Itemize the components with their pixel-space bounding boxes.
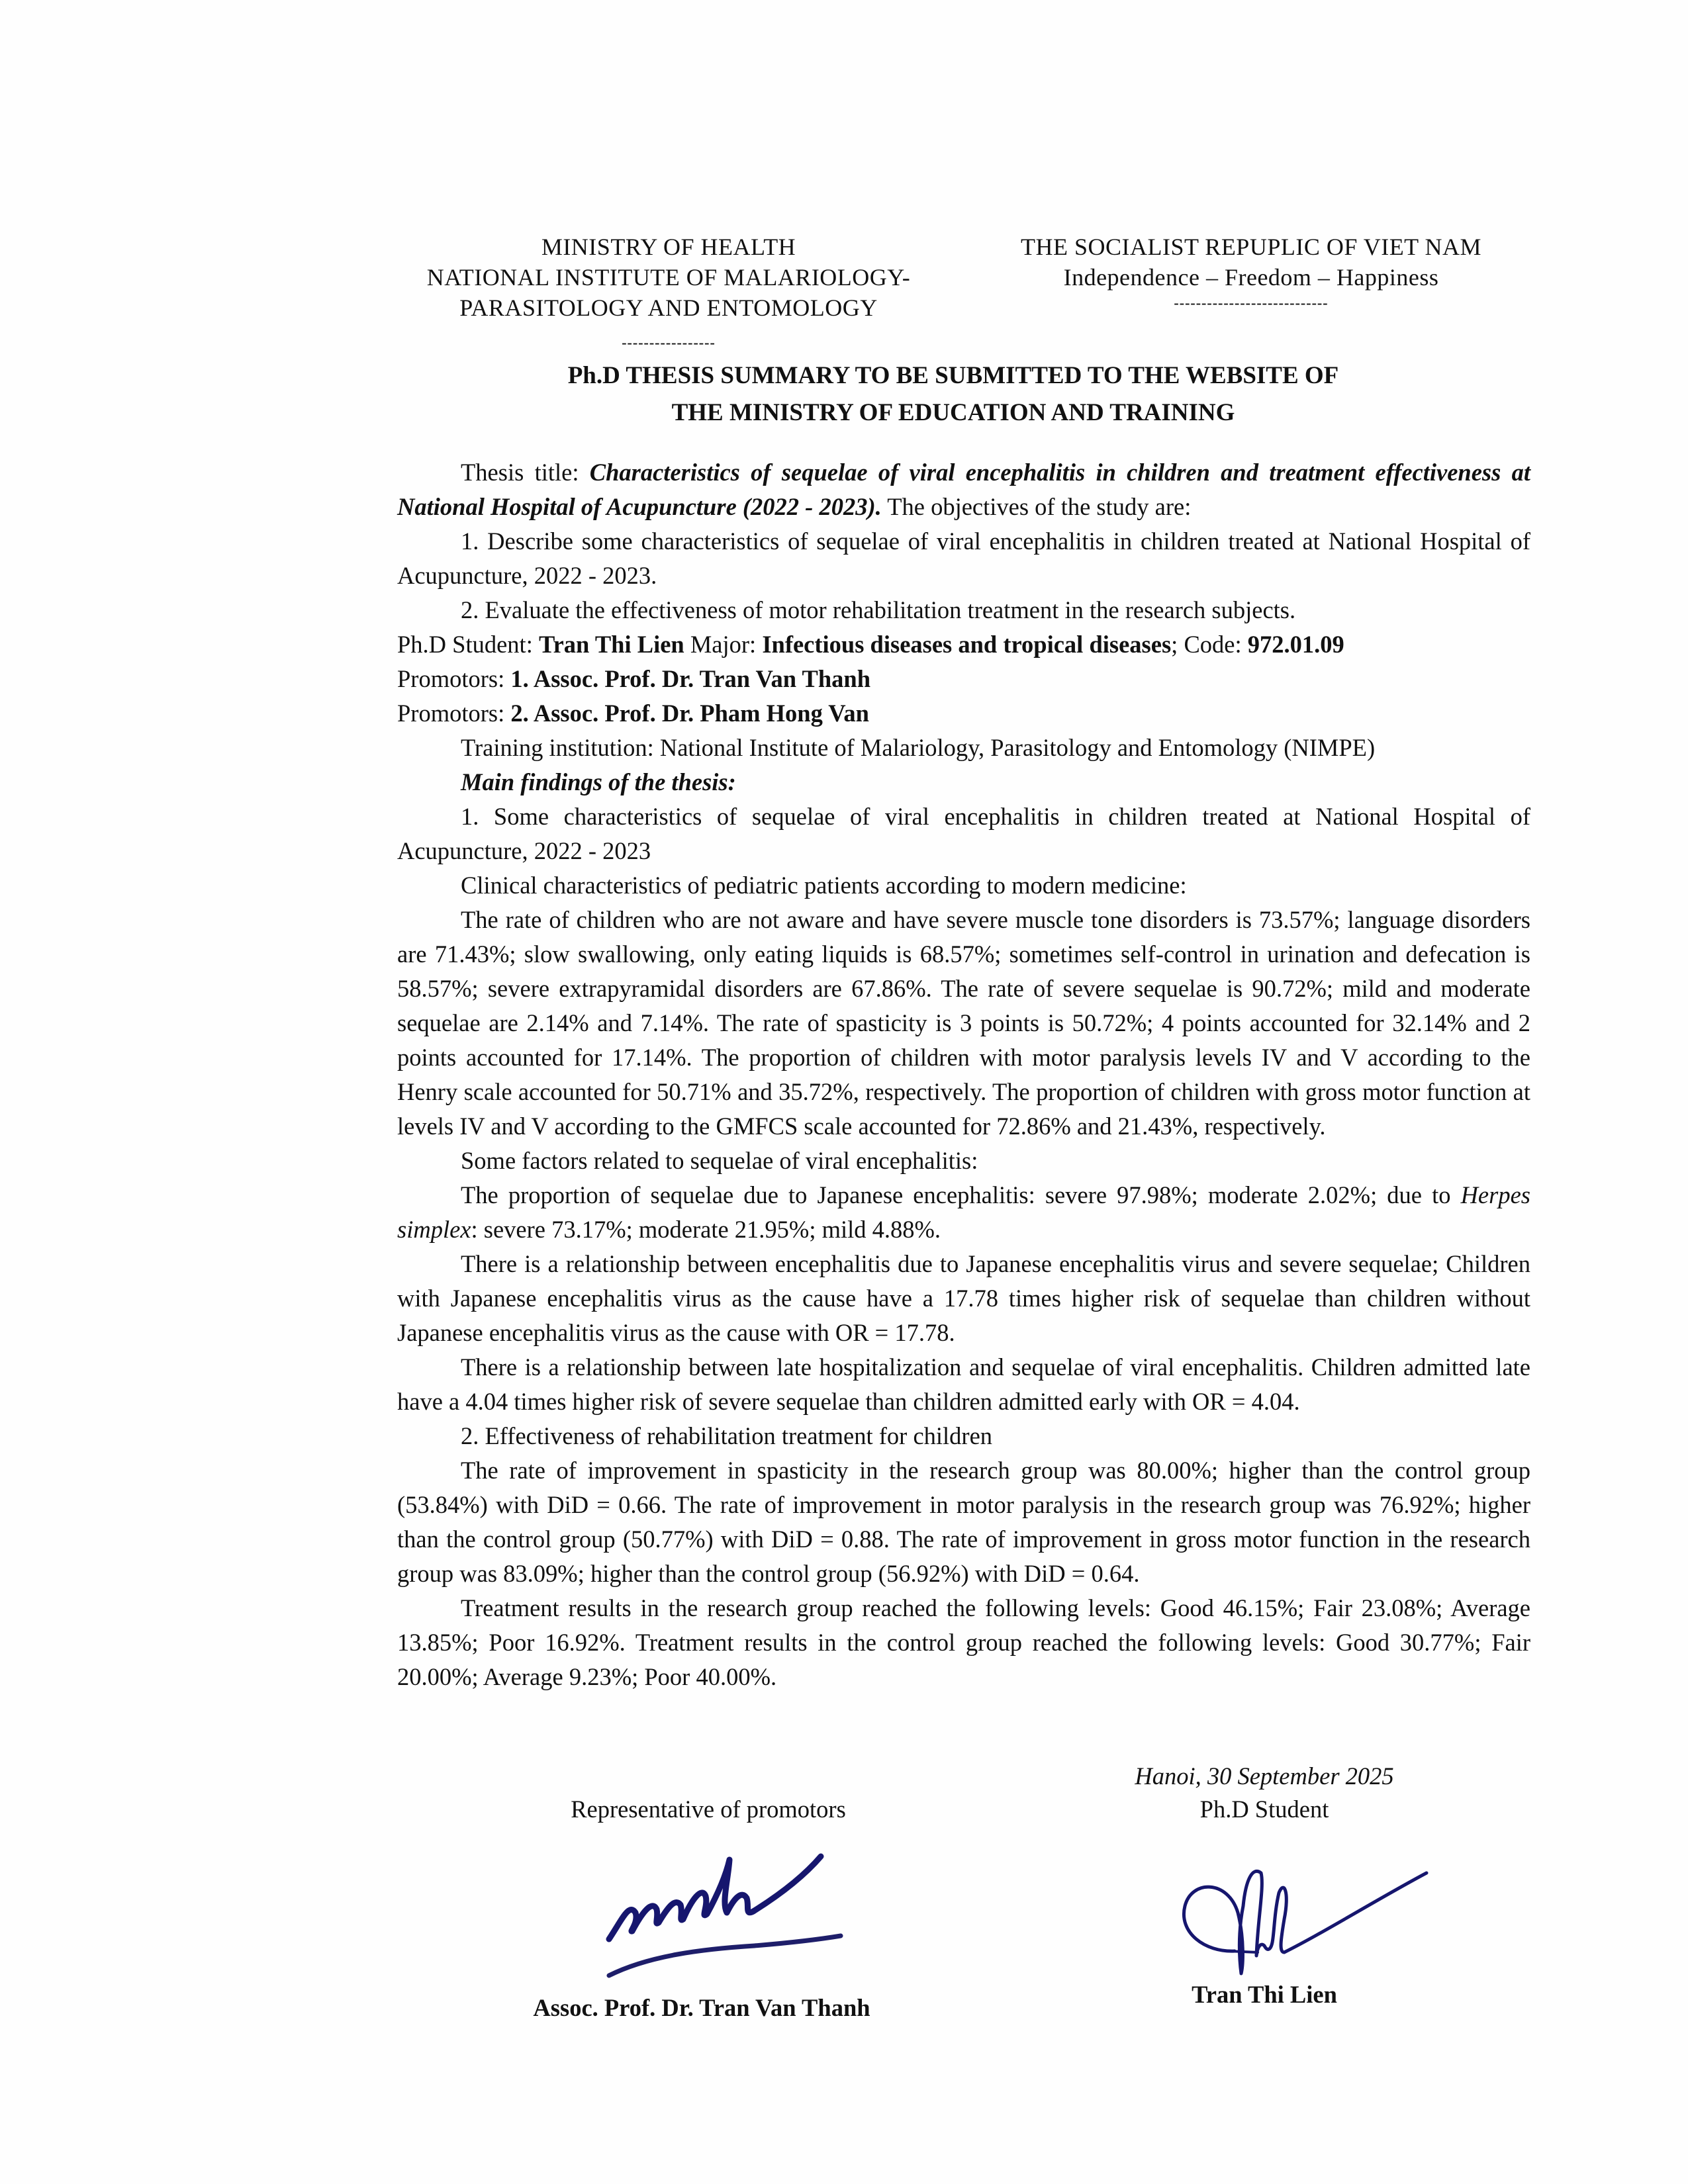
header-divider-left: ----------------- (622, 334, 716, 351)
document-body (397, 455, 1530, 1694)
issuer-header (371, 232, 966, 351)
thesis-title: Characteristics of sequelae of viral encephalitis in children and treatment effectiveness at National Hospital of Acupuncture (2022 - 2023). (397, 459, 1531, 520)
institute-name-line2: PARASITOLOGY AND ENTOMOLOGY (459, 295, 878, 321)
promotor-role: Representative of promotors (571, 1796, 846, 1823)
promotor-signature-icon (583, 1840, 900, 1992)
objective-1: 1. Describe some characteristics of sequelae of viral encephalitis in children treated at National Hospital of Acupuncture, 2022 - 2023. (397, 527, 1530, 589)
factors-paragraph-2: There is a relationship between encephalitis due to Japanese encephalitis virus and severe sequelae; Children with Japanese encephalitis virus as the cause have a 17.78 times higher risk of sequelae than children without Japanese encephalitis virus as the cause with OR = 17.78. (397, 1250, 1530, 1346)
training-institution: Training institution: National Institute of Malariology, Parasitology and Entomology (NIMPE) (461, 734, 1376, 761)
clinical-heading: Clinical characteristics of pediatric patients according to modern medicine: (461, 872, 1187, 899)
promotor-2: Promotors: 2. Assoc. Prof. Dr. Pham Hong Van (397, 700, 869, 727)
student-name: Tran Thi Lien (538, 631, 684, 658)
section-2-heading: 2. Effectiveness of rehabilitation treatment for children (461, 1422, 993, 1449)
ministry-name: MINISTRY OF HEALTH (541, 234, 796, 260)
herpes-simplex: Herpes simplex (397, 1181, 1530, 1243)
major-code: 972.01.09 (1247, 631, 1344, 658)
section-2-paragraph-2: Treatment results in the research group reached the following levels: Good 46.15%; Fair 23.08%; Average 13.85%; Poor 16.92%. Treatment results in the control group reached the following levels: Good 30.77%; Fair 20.00%; Average 9.23%; Poor 40.00%. (397, 1594, 1530, 1690)
promotor-1: Promotors: 1. Assoc. Prof. Dr. Tran Van Thanh (397, 665, 870, 692)
document-title (371, 357, 1536, 432)
factors-paragraph-3: There is a relationship between late hospitalization and sequelae of viral encephalitis. Children admitted late have a 4.04 times higher risk of severe sequelae than children admitted early with OR = 4.04. (397, 1353, 1530, 1415)
thesis-title-label: Thesis title: (461, 459, 590, 486)
institute-name-line1: NATIONAL INSTITUTE OF MALARIOLOGY- (426, 264, 911, 291)
national-header (953, 232, 1549, 311)
title-line2: THE MINISTRY OF EDUCATION AND TRAINING (671, 399, 1235, 426)
section-2-paragraph-1: The rate of improvement in spasticity in the research group was 80.00%; higher than the control group (53.84%) with DiD = 0.66. The rate of improvement in motor paralysis in the research group was 76.92%; higher than the control group (50.77%) with DiD = 0.88. The rate of improvement in gross motor function in the research group was 83.09%; higher than the control group (56.92%) with DiD = 0.64. (397, 1457, 1530, 1587)
clinical-paragraph: The rate of children who are not aware and have severe muscle tone disorders is 73.57%; language disorders are 71.43%; slow swallowing, only eating liquids is 68.57%; sometimes self-control in urination and defecation is 58.57%; severe extrapyramidal disorders are 67.86%. The rate of severe sequelae is 90.72%; mild and moderate sequelae are 2.14% and 7.14%. The rate of spasticity is 3 points is 50.72%; 4 points accounted for 32.14% and 2 points accounted for 17.14%. The proportion of children with motor paralysis levels IV and V according to the Henry scale accounted for 50.71% and 35.72%, respectively. The proportion of children with gross motor function at levels IV and V according to the GMFCS scale accounted for 72.86% and 21.43%, respectively. (397, 906, 1530, 1140)
student-name-signature: Tran Thi Lien (1192, 1981, 1337, 2008)
main-findings-heading: Main findings of the thesis: (461, 768, 736, 796)
student-signature-icon (1165, 1853, 1443, 1985)
signature-block (0, 1760, 1688, 2038)
national-motto: Independence – Freedom – Happiness (1063, 264, 1439, 291)
country-name: THE SOCIALIST REPUPLIC OF VIET NAM (1020, 234, 1482, 260)
place-date: Hanoi, 30 September 2025 (1135, 1762, 1394, 1790)
thesis-title-paragraph (397, 455, 1530, 524)
student-info: Ph.D Student: Tran Thi Lien Major: Infectious diseases and tropical diseases; Code: 972.01.09 (397, 631, 1344, 658)
factors-paragraph-1: The proportion of sequelae due to Japanese encephalitis: severe 97.98%; moderate 2.02%; due to Herpes simplex: severe 73.17%; moderate 21.95%; mild 4.88%. (397, 1181, 1530, 1243)
objectives-intro: The objectives of the study are: (881, 493, 1192, 520)
student-major: Infectious diseases and tropical diseases (762, 631, 1172, 658)
student-role: Ph.D Student (1199, 1796, 1329, 1823)
factors-heading: Some factors related to sequelae of viral encephalitis: (461, 1147, 978, 1174)
header-divider-right: ---------------------------- (1174, 295, 1329, 311)
title-line1: Ph.D THESIS SUMMARY TO BE SUBMITTED TO THE WEBSITE OF (567, 362, 1339, 389)
section-1-heading: 1. Some characteristics of sequelae of viral encephalitis in children treated at National Hospital of Acupuncture, 2022 - 2023 (397, 803, 1530, 864)
objective-2: 2. Evaluate the effectiveness of motor rehabilitation treatment in the research subjects. (461, 596, 1296, 623)
promotor-name: Assoc. Prof. Dr. Tran Van Thanh (533, 1994, 870, 2021)
